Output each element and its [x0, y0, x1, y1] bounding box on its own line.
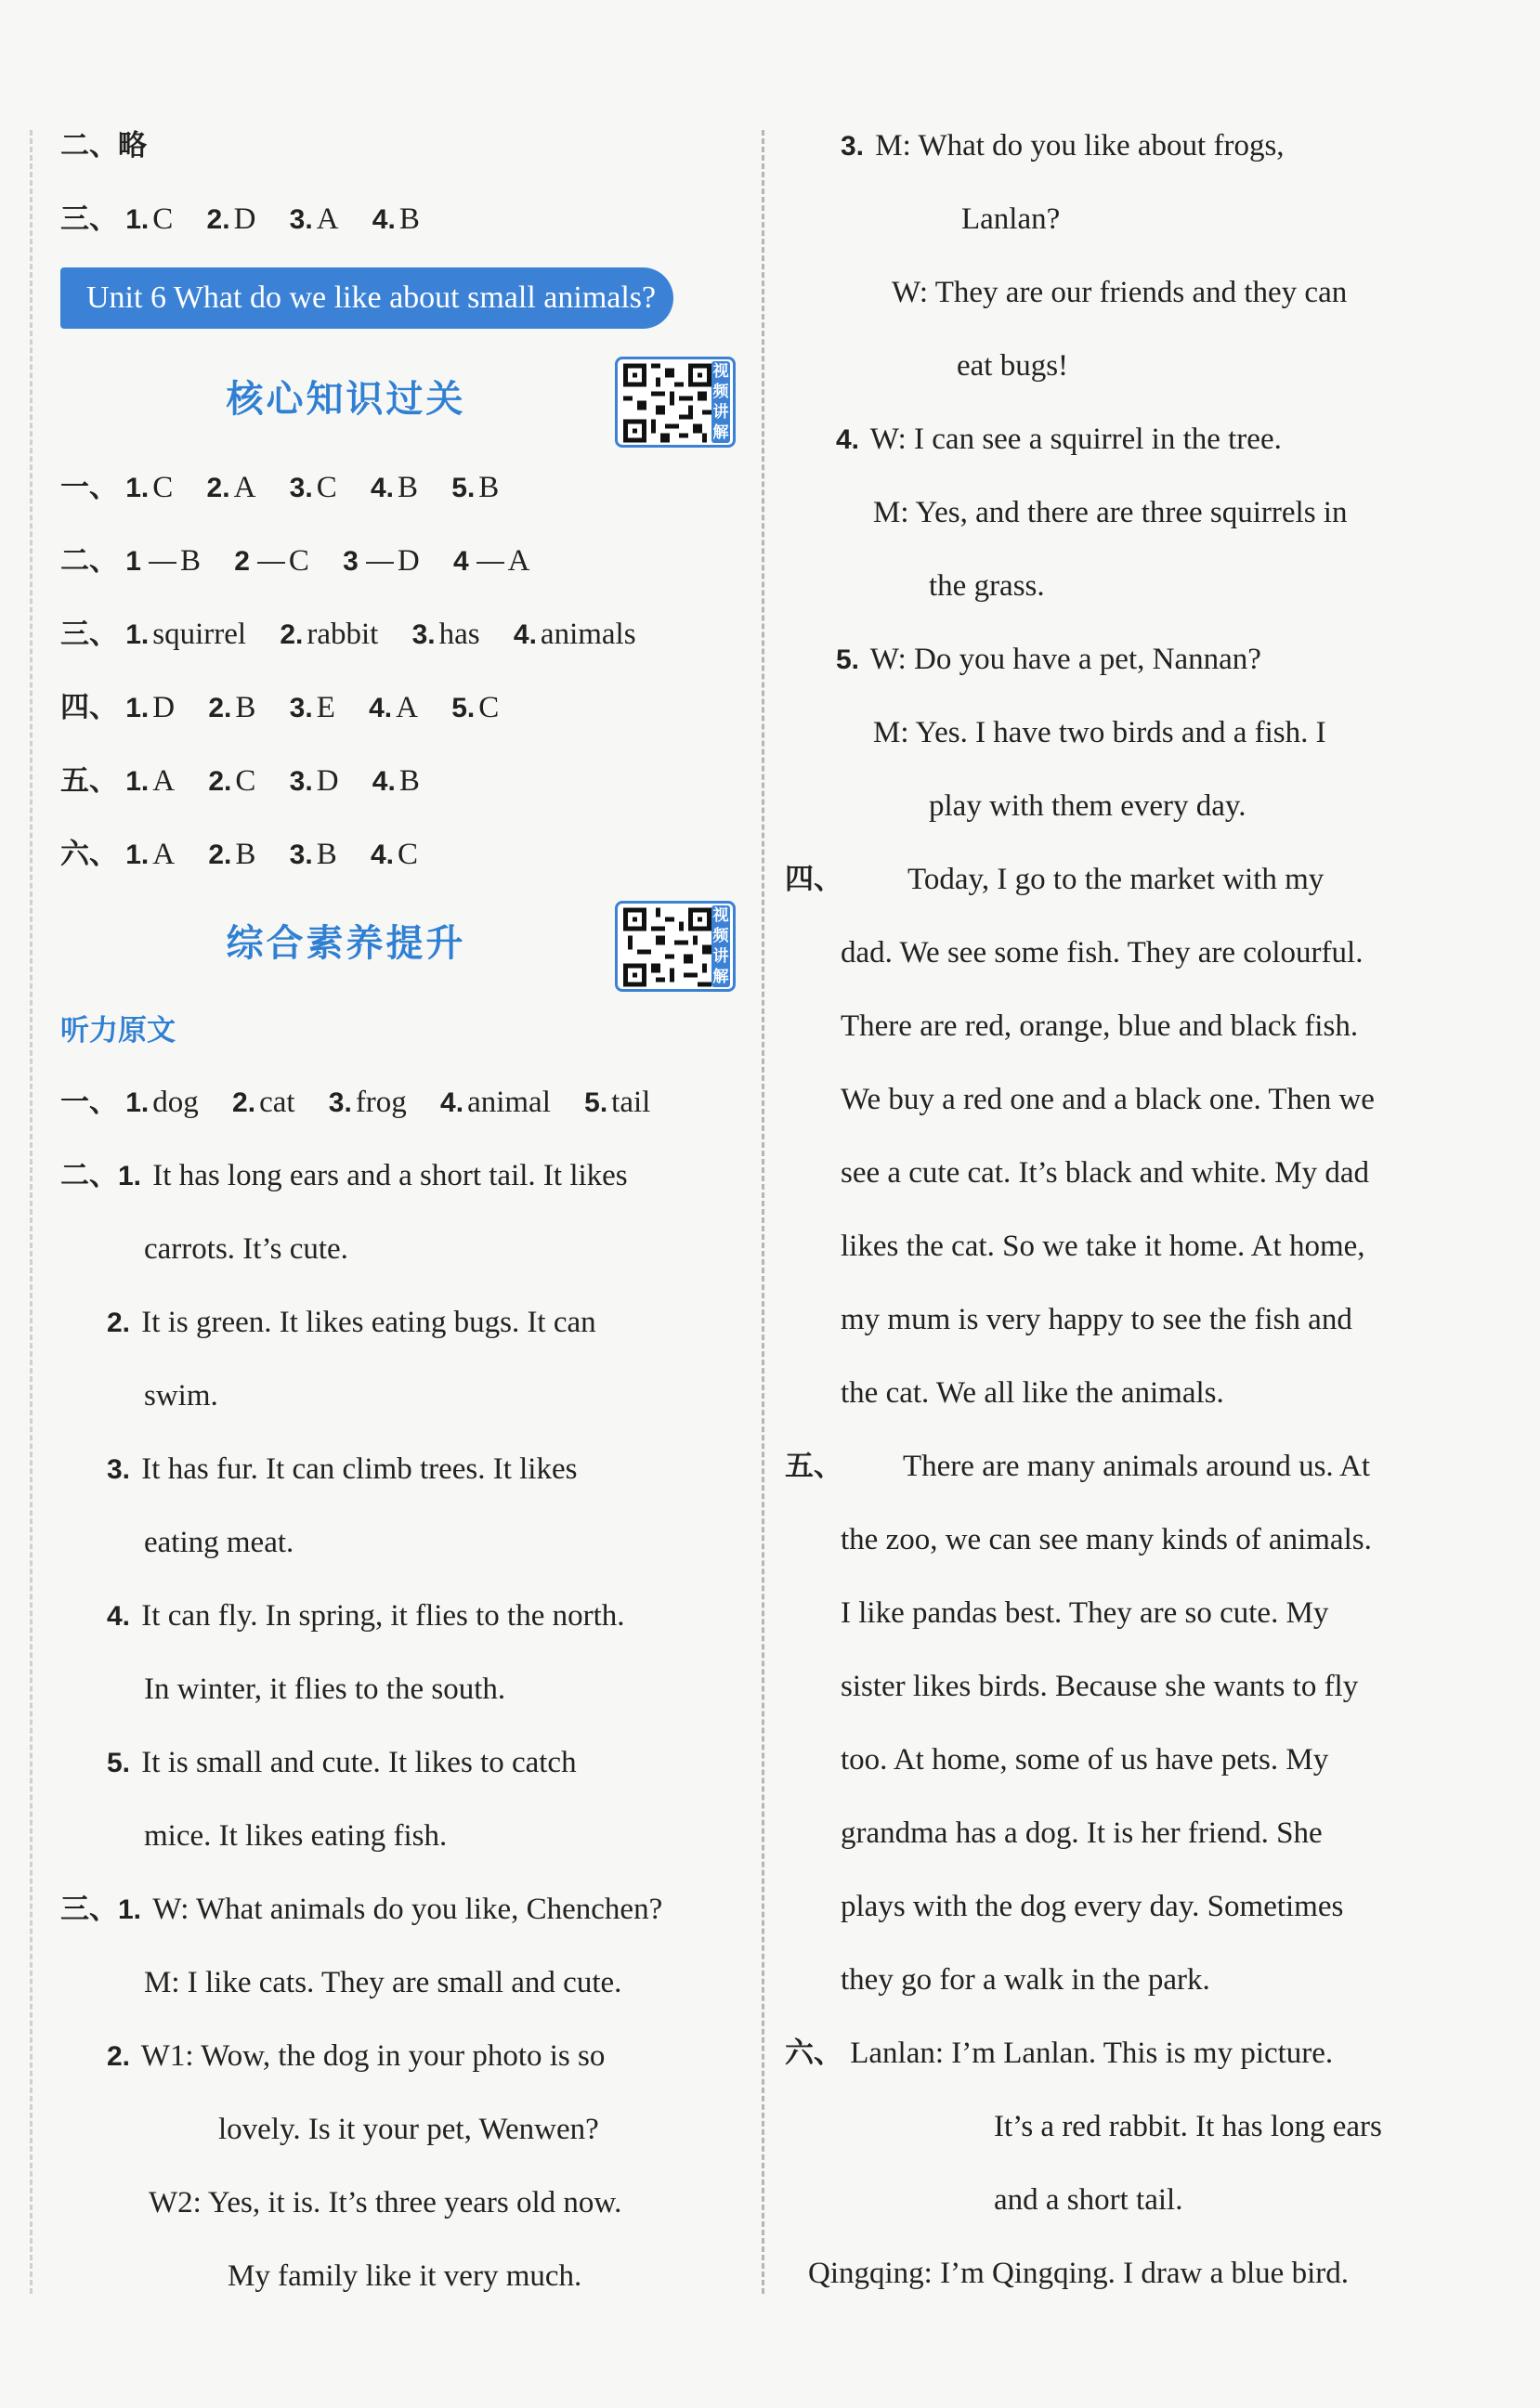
item-number: 2. [208, 693, 232, 723]
passage-text: the zoo, we can see many kinds of animals. [841, 1523, 1372, 1556]
item-number: 2. [208, 766, 232, 797]
answer: C [398, 838, 419, 871]
answer: animal [467, 1086, 551, 1119]
answer: B [235, 838, 256, 871]
answer: C [478, 691, 500, 724]
dialog-line [785, 623, 1468, 696]
speaker: W: [869, 423, 907, 456]
answer: B [398, 202, 420, 236]
match-dash [149, 562, 176, 564]
dialog-text: I can see a squirrel in the tree. [914, 423, 1282, 456]
item-number: 2. [107, 2041, 131, 2072]
item-number: 3. [411, 619, 436, 650]
answer-row [60, 671, 743, 745]
answer-text: 略 [118, 129, 147, 163]
answer: B [478, 471, 500, 504]
answer-row [60, 183, 743, 256]
script-line [60, 1360, 743, 1433]
item-number: 2. [206, 204, 230, 235]
answer: A [152, 764, 176, 798]
item-number: 5. [584, 1087, 608, 1118]
item-number: 1. [118, 1894, 142, 1925]
answer: A [396, 691, 418, 724]
dialog-text: lovely. Is it your pet, Wenwen? [218, 2113, 599, 2146]
answer-row [60, 745, 743, 818]
dialog-line [60, 2240, 743, 2313]
unit-title-banner [60, 267, 673, 329]
script-line [60, 1506, 743, 1580]
section-mark: 三、 [60, 202, 118, 236]
answer: A [233, 471, 256, 504]
answer: B [235, 691, 256, 724]
dialog-line [785, 770, 1468, 843]
answer-row [60, 525, 743, 598]
dialog-text: Do you have a pet, Nannan? [914, 643, 1261, 676]
left-column [60, 110, 743, 2313]
dialog-line [785, 330, 1468, 403]
item-number: 4. [440, 1087, 464, 1118]
script-line [60, 1726, 743, 1800]
section-heading-core [60, 347, 743, 451]
dialog-line [785, 403, 1468, 476]
section-mark: 四、 [785, 863, 842, 896]
item-number: 4 [452, 546, 469, 577]
passage-line [785, 843, 1468, 917]
section-title: 核心知识过关 [226, 378, 466, 421]
speech-line [785, 2017, 1468, 2090]
item-number: 3. [289, 204, 313, 235]
item-number: 3. [289, 840, 313, 870]
passage-line [785, 1503, 1468, 1577]
answer: C [152, 202, 174, 236]
dialog-text: What do you like about frogs, [918, 129, 1285, 163]
dialog-line [785, 476, 1468, 550]
dialog-line [785, 110, 1468, 183]
page-margin-line [30, 130, 33, 2294]
listening-script-label: 听力原文 [60, 1014, 176, 1048]
item-number: 1. [125, 1087, 150, 1118]
dialog-text: What animals do you like, Chenchen? [196, 1893, 663, 1926]
passage-text: the cat. We all like the animals. [841, 1376, 1224, 1410]
dialog-text: Yes. I have two birds and a fish. I [915, 716, 1326, 749]
answer: C [288, 544, 309, 578]
dialog-text: Yes, it is. It’s three years old now. [207, 2186, 622, 2219]
item-number: 1 [125, 546, 141, 577]
item-number: 4. [370, 473, 394, 503]
answer: animals [540, 618, 636, 651]
script-line [60, 1800, 743, 1873]
answer: C [235, 764, 256, 798]
item-number: 1. [118, 1161, 142, 1191]
passage-text: they go for a walk in the park. [841, 1963, 1210, 1997]
passage-text: I like pandas best. They are so cute. My [841, 1596, 1329, 1630]
match-dash [476, 562, 504, 564]
answer: B [398, 471, 419, 504]
qr-caption: 视频讲解 [712, 362, 729, 442]
speaker: M: [873, 496, 909, 529]
answer: A [316, 202, 339, 236]
passage-line [785, 1210, 1468, 1283]
dialog-line [785, 256, 1468, 330]
script-text: mice. It likes eating fish. [144, 1819, 448, 1853]
dialog-line [60, 2167, 743, 2240]
item-number: 4. [372, 766, 396, 797]
item-number: 3 [343, 546, 359, 577]
item-number: 3. [841, 131, 865, 162]
passage-line [785, 1430, 1468, 1503]
answer: has [438, 618, 480, 651]
dialog-text: the grass. [929, 569, 1045, 603]
speech-line [785, 2164, 1468, 2237]
passage-text: see a cute cat. It’s black and white. My dad [841, 1156, 1370, 1190]
item-number: 2. [208, 840, 232, 870]
qr-pattern [623, 907, 711, 987]
answer-row [60, 110, 743, 183]
speaker: M: [875, 129, 911, 163]
passage-line [785, 1797, 1468, 1870]
dialog-line [785, 550, 1468, 623]
section-mark: 六、 [60, 838, 118, 871]
passage-text: grandma has a dog. It is her friend. She [841, 1816, 1323, 1850]
answer: A [507, 544, 530, 578]
section-mark: 五、 [60, 764, 118, 798]
speech-line [785, 2090, 1468, 2164]
passage-line [785, 990, 1468, 1063]
section-mark: 一、 [60, 471, 118, 504]
speaker: W2: [149, 2186, 202, 2219]
dialog-line [60, 2020, 743, 2093]
item-number: 4. [370, 840, 394, 870]
speaker: Qingqing: [808, 2257, 933, 2290]
answer: A [152, 838, 176, 871]
match-dash [257, 562, 285, 564]
passage-line [785, 1577, 1468, 1650]
dialog-line [785, 696, 1468, 770]
speech-text: and a short tail. [994, 2183, 1183, 2217]
script-text: It can fly. In spring, it flies to the north. [141, 1599, 625, 1633]
item-number: 3. [328, 1087, 352, 1118]
speaker: W: [152, 1893, 189, 1926]
answer: frog [355, 1086, 407, 1119]
passage-line [785, 1357, 1468, 1430]
script-text: eating meat. [144, 1526, 294, 1559]
answer-row [60, 598, 743, 671]
passage-text: plays with the dog every day. Sometimes [841, 1890, 1344, 1923]
match-dash [366, 562, 394, 564]
script-line [60, 1286, 743, 1360]
script-text: It has long ears and a short tail. It likes [152, 1159, 628, 1192]
script-line [60, 1580, 743, 1653]
qr-code-icon[interactable] [615, 901, 736, 992]
item-number: 2. [206, 473, 230, 503]
passage-line [785, 1137, 1468, 1210]
answer: B [398, 764, 420, 798]
answer: C [152, 471, 174, 504]
passage-line [785, 1724, 1468, 1797]
item-number: 4. [836, 424, 860, 455]
passage-text: sister likes birds. Because she wants to fly [841, 1670, 1359, 1703]
item-number: 1. [125, 840, 150, 870]
speaker: W1: [140, 2039, 194, 2073]
section-mark: 二、 [60, 129, 118, 163]
passage-line [785, 1063, 1468, 1137]
item-number: 3. [289, 766, 313, 797]
item-number: 1. [125, 204, 150, 235]
answer: B [179, 544, 201, 578]
speech-text: I’m Qingqing. I draw a blue bird. [940, 2257, 1349, 2290]
section-mark: 五、 [785, 1450, 842, 1483]
dialog-text: Lanlan? [961, 202, 1061, 236]
dialog-line [60, 2093, 743, 2167]
passage-text: Today, I go to the market with my [907, 863, 1325, 896]
script-text: swim. [144, 1379, 218, 1412]
script-text: It is small and cute. It likes to catch [141, 1746, 577, 1779]
section-mark: 二、 [60, 1159, 118, 1192]
item-number: 2 [234, 546, 250, 577]
item-number: 2. [107, 1308, 131, 1338]
column-divider [762, 130, 764, 2294]
script-line [60, 1433, 743, 1506]
section-mark: 六、 [785, 2037, 842, 2070]
answer-row [60, 818, 743, 892]
answer: D [152, 691, 176, 724]
passage-text: There are red, orange, blue and black fish. [841, 1009, 1359, 1043]
item-number: 3. [289, 693, 313, 723]
answer: C [316, 471, 337, 504]
item-number: 1. [125, 766, 150, 797]
answer: D [233, 202, 256, 236]
answer: dog [152, 1086, 199, 1119]
passage-line [785, 1870, 1468, 1944]
item-number: 3. [289, 473, 313, 503]
answer: squirrel [152, 618, 247, 651]
item-number: 4. [369, 693, 393, 723]
speech-line [785, 2237, 1468, 2310]
dialog-line [60, 1946, 743, 2020]
right-column [785, 110, 1468, 2310]
script-line [60, 1653, 743, 1726]
answer: cat [259, 1086, 295, 1119]
dialog-text: I like cats. They are small and cute. [187, 1966, 622, 1999]
answer: tail [611, 1086, 651, 1119]
script-text: It is green. It likes eating bugs. It can [141, 1306, 596, 1339]
script-line [60, 1213, 743, 1286]
dialog-text: My family like it very much. [228, 2259, 582, 2293]
script-line [60, 1139, 743, 1213]
passage-line [785, 1650, 1468, 1724]
speaker: M: [873, 716, 909, 749]
speaker: W: [869, 643, 907, 676]
dialog-text: Yes, and there are three squirrels in [915, 496, 1348, 529]
dialog-line [785, 183, 1468, 256]
item-number: 5. [107, 1748, 131, 1778]
item-number: 4. [372, 204, 396, 235]
section-mark: 三、 [60, 618, 118, 651]
passage-line [785, 1944, 1468, 2017]
item-number: 4. [513, 619, 537, 650]
passage-text: my mum is very happy to see the fish and [841, 1303, 1352, 1336]
passage-text: likes the cat. So we take it home. At home, [841, 1230, 1365, 1263]
item-number: 2. [280, 619, 304, 650]
passage-text: There are many animals around us. At [903, 1450, 1371, 1483]
speaker: W: [892, 276, 929, 309]
item-number: 1. [125, 693, 150, 723]
dialog-text: They are our friends and they can [934, 276, 1348, 309]
item-number: 4. [107, 1601, 131, 1632]
section-title: 综合素养提升 [226, 922, 466, 965]
speaker: M: [144, 1966, 180, 1999]
item-number: 5. [451, 473, 476, 503]
item-number: 3. [107, 1454, 131, 1485]
item-number: 2. [232, 1087, 256, 1118]
answer: B [316, 838, 337, 871]
script-text: carrots. It’s cute. [144, 1232, 348, 1266]
script-text: In winter, it flies to the south. [144, 1673, 506, 1706]
passage-line [785, 1283, 1468, 1357]
answer-row [60, 451, 743, 525]
section-mark: 一、 [60, 1086, 118, 1119]
speech-text: I’m Lanlan. This is my picture. [951, 2037, 1334, 2070]
passage-text: dad. We see some fish. They are colourful. [841, 936, 1364, 970]
item-number: 5. [451, 693, 476, 723]
passage-text: too. At home, some of us have pets. My [841, 1743, 1329, 1777]
section-heading-comprehensive [60, 892, 743, 996]
qr-pattern [623, 363, 711, 443]
speech-text: It’s a red rabbit. It has long ears [994, 2110, 1382, 2143]
section-mark: 三、 [60, 1893, 118, 1926]
qr-caption: 视频讲解 [712, 906, 729, 986]
unit-title: Unit 6 What do we like about small animals? [86, 280, 657, 315]
dialog-text: play with them every day. [929, 789, 1246, 823]
section-mark: 四、 [60, 691, 118, 724]
answer: D [316, 764, 339, 798]
speaker: Lanlan: [850, 2037, 945, 2070]
answer: D [397, 544, 420, 578]
item-number: 1. [125, 619, 150, 650]
qr-code-icon[interactable] [615, 357, 736, 448]
item-number: 5. [836, 644, 860, 675]
passage-line [785, 917, 1468, 990]
dialog-line [60, 1873, 743, 1946]
dialog-text: Wow, the dog in your photo is so [201, 2039, 606, 2073]
answer-row [60, 1066, 743, 1139]
item-number: 1. [125, 473, 150, 503]
section-mark: 二、 [60, 544, 118, 578]
dialog-text: eat bugs! [957, 349, 1069, 383]
passage-text: We buy a red one and a black one. Then we [841, 1083, 1375, 1116]
answer: E [316, 691, 335, 724]
answer: rabbit [307, 618, 379, 651]
script-text: It has fur. It can climb trees. It likes [141, 1452, 578, 1486]
